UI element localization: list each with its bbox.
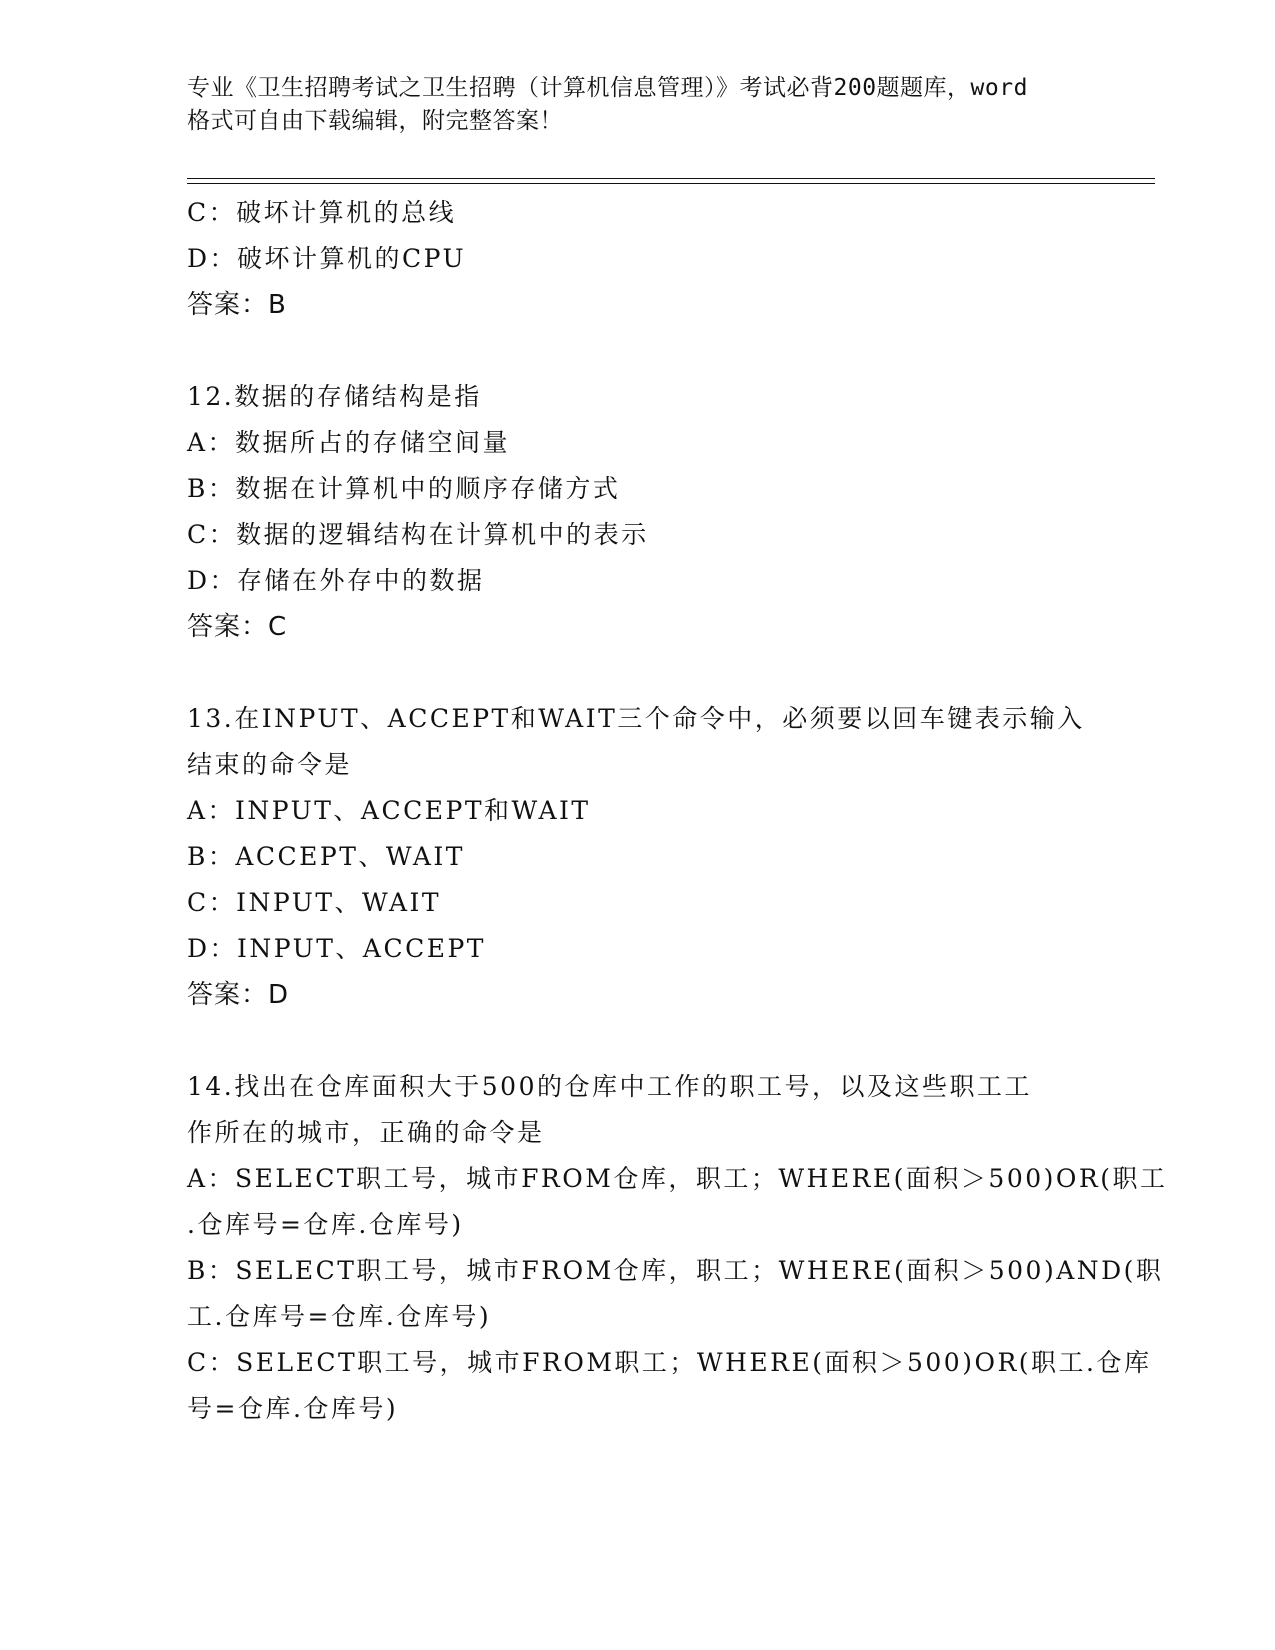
option-b: B：数据在计算机中的顺序存储方式 [187, 474, 621, 503]
option-a: A：INPUT、ACCEPT和WAIT [187, 796, 591, 825]
question-text: 12.数据的存储结构是指 [187, 382, 482, 411]
option-d: D：存储在外存中的数据 [187, 566, 485, 595]
question-block-11 [187, 190, 1087, 328]
option-a-line-1: A：SELECT职工号，城市FROM仓库，职工；WHERE(面积＞500)OR(职工 [187, 1164, 1168, 1193]
option-d: D：INPUT、ACCEPT [187, 934, 486, 963]
question-list [187, 190, 1168, 1432]
header-title-line-1: 专业《卫生招聘考试之卫生招聘（计算机信息管理）》考试必背200题题库，word [187, 75, 1028, 101]
option-b-line-2: 工.仓库号=仓库.仓库号) [187, 1302, 492, 1331]
answer: 答案：C [187, 612, 288, 642]
option-c-line-2: 号=仓库.仓库号) [187, 1394, 399, 1423]
header-divider-bottom [187, 183, 1155, 184]
question-block-12 [187, 374, 1087, 650]
spacer [187, 650, 1087, 696]
question-text-line-1: 13.在INPUT、ACCEPT和WAIT三个命令中，必须要以回车键表示输入 [187, 704, 1085, 733]
question-text-line-2: 结束的命令是 [187, 750, 353, 779]
option-a: A：数据所占的存储空间量 [187, 428, 511, 457]
question-block-14 [187, 1064, 1168, 1432]
document-header [187, 72, 1087, 138]
question-text-line-2: 作所在的城市，正确的命令是 [187, 1118, 545, 1147]
option-c: C：数据的逻辑结构在计算机中的表示 [187, 520, 649, 549]
spacer [187, 1018, 1087, 1064]
option-c-line-1: C：SELECT职工号，城市FROM职工；WHERE(面积＞500)OR(职工.仓库 [187, 1348, 1152, 1377]
spacer [187, 328, 1087, 374]
answer: 答案：D [187, 980, 290, 1010]
option-a-line-2: .仓库号=仓库.仓库号) [187, 1210, 464, 1239]
option-b-line-1: B：SELECT职工号，城市FROM仓库，职工；WHERE(面积＞500)AND(职 [187, 1256, 1164, 1285]
option-b: B：ACCEPT、WAIT [187, 842, 465, 871]
question-block-13 [187, 696, 1087, 1018]
option-c: C：INPUT、WAIT [187, 888, 442, 917]
answer: 答案：B [187, 290, 287, 320]
header-divider-top [187, 178, 1155, 179]
question-text-line-1: 14.找出在仓库面积大于500的仓库中工作的职工号，以及这些职工工 [187, 1072, 1032, 1101]
option-c: C：破坏计算机的总线 [187, 198, 457, 227]
option-d: D：破坏计算机的CPU [187, 244, 467, 273]
header-title-line-2: 格式可自由下载编辑，附完整答案！ [187, 108, 563, 134]
